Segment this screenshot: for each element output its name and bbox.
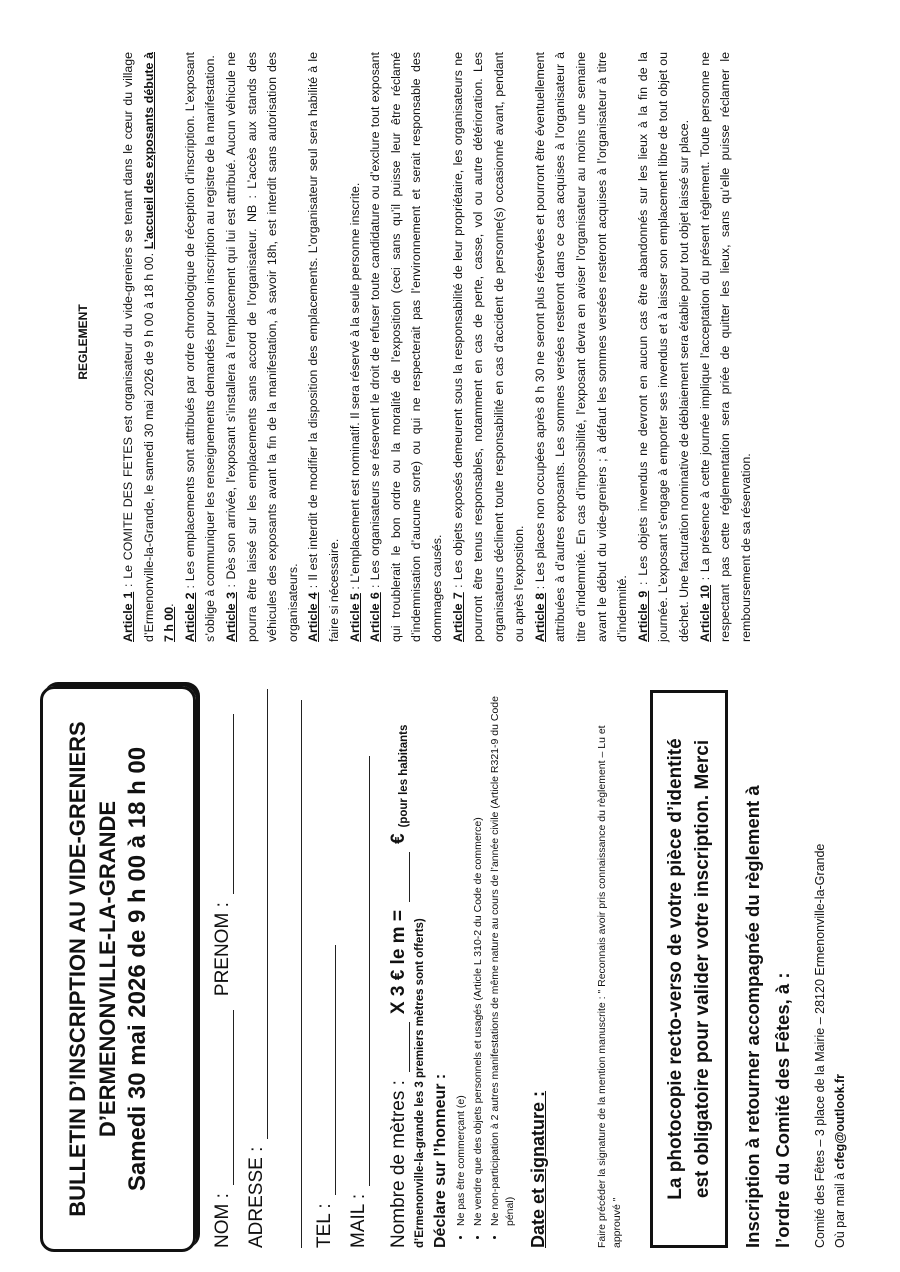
prenom-label: PRENOM : — [212, 902, 233, 997]
declaration-item: • Ne vendre que des objets personnels et usagés (Article L 310-2 du Code de commerce) — [471, 688, 486, 1226]
id-copy-line2: est obligatoire pour valider votre inscription. Merci — [692, 739, 713, 1199]
prenom-field[interactable] — [213, 714, 234, 894]
return-line1: Inscription à retourner accompagnée du règlement à — [742, 785, 763, 1248]
date-signature-label: Date et signature : — [528, 1090, 548, 1248]
article-1: Article 1 : Le COMITE DES FETES est organisateur du vide-greniers se tenant dans le cœur du village d’Ermenonville-la-Grande, le samedi 30 mai 2026 de 9 h 00 à 18 h 00. L’accueil des exposants débute à 7 h 00. — [121, 52, 177, 642]
return-instructions — [738, 692, 798, 1248]
article-label: Article 10 — [697, 584, 712, 642]
article-label: Article 1 — [121, 591, 135, 642]
address-row — [234, 688, 268, 1248]
article-text: : Les emplacements sont attribués par ordre chronologique de réception d’inscription. L’exposant s’oblige à communiquer les renseignements demandés pour son inscription au registre de la manifestation. — [182, 52, 218, 642]
article-label: Article 2 — [182, 592, 197, 642]
article-label: Article 6 — [368, 592, 383, 642]
signature-mention: Faire précéder la signature de la mention manuscrite : " Reconnais avoir pris connaissance du règlement – Lu et approuvé " — [596, 725, 623, 1248]
mail-line — [830, 692, 850, 1248]
article-text: : Le COMITE DES FETES est organisateur du vide-greniers se tenant dans le cœur du village d’Ermenonville-la-Grande, le samedi 30 mai 2026 de 9 h 00 à 18 h 00. — [121, 52, 156, 642]
article-3 — [221, 52, 303, 642]
tel-label: TEL : — [314, 1203, 335, 1248]
metres-field[interactable] — [389, 1022, 410, 1072]
habitants-note: (pour les habitants — [398, 724, 410, 828]
nom-label: NOM : — [212, 1193, 233, 1248]
article-4 — [303, 52, 344, 642]
article-text: : La présence à cette journée implique l’acceptation du présent règlement. Toute personne ne respectant pas cette réglementation sera priée de quitter les lieux, sans qu’elle puisse réclamer le remboursement de sa réservation. — [697, 52, 753, 642]
regulations-title: REGLEMENT — [76, 304, 90, 380]
article-6 — [365, 52, 447, 642]
mail-label: MAIL : — [348, 1193, 369, 1248]
regulations-body — [118, 52, 756, 642]
declaration-item: • Ne non-participation à 2 autres manifestations de même nature au cours de l’année civile (Article R321-9 du Code pénal) — [488, 688, 518, 1226]
metres-row — [370, 688, 410, 1248]
article-5 — [345, 52, 366, 642]
article-2 — [180, 52, 221, 642]
total-field[interactable] — [389, 852, 410, 902]
mail-row — [336, 688, 370, 1248]
mail-field[interactable] — [349, 756, 370, 1186]
regulations — [0, 42, 900, 642]
article-label: Article 8 — [532, 592, 547, 642]
article-text: : Les objets exposés demeurent sous la responsabilité de leur propriétaire, les organisateurs ne pourront être tenus responsables, notamment en cas de perte, casse, vol ou autre détérioration. Les organisateurs déclinent toute responsabilité en cas d’accident de personne(s) occasionné avant, pendant ou après l’exposition. — [450, 52, 527, 642]
article-10 — [695, 52, 757, 642]
declaration-item: • Ne pas être commerçant (e) — [454, 688, 469, 1226]
registration-form — [0, 678, 900, 1258]
article-text: : Les objets invendus ne devront en aucun cas être abandonnés sur les lieux à la fin de la journée. L’exposant s’engage à emporter ses invendus et à laisser son emplacement libre de tout objet ou déchet. Une facturation nominative de déblaiement sera établie pour tout objet laissé sur place. — [635, 52, 692, 642]
form-title-line2: D’ERMENONVILLE-LA-GRANDE — [95, 800, 120, 1138]
id-copy-line1: La photocopie recto-verso de votre pièce d’identité — [665, 738, 686, 1200]
nom-field[interactable] — [213, 1010, 234, 1185]
metres-label: Nombre de mètres : — [388, 1080, 409, 1248]
article-text: : Les places non occupées après 8 h 30 ne seront plus réservées et pourront être éventuellement attribuées à d’autres exposants. Les sommes versées resteront dans ce cas acquises à l’organisateur à titre d’indemnité. En cas d’impossibilité, l’exposant devra en aviser l’organisateur au moins une semaine avant le début du vide-greniers ; à défaut les sommes versées resteront acquises à l’organisateur à titre d’indemnité. — [532, 52, 630, 642]
article-label: Article 4 — [306, 592, 321, 642]
tel-field[interactable] — [315, 945, 336, 1195]
article-8 — [530, 52, 633, 642]
form-fields — [200, 688, 549, 1248]
return-line2: l’ordre du Comité des Fêtes, à : — [772, 972, 793, 1248]
article-9 — [633, 52, 695, 642]
article-7 — [448, 52, 530, 642]
article-text: : L’emplacement est nominatif. Il sera réservé à la seule personne inscrite. — [347, 182, 362, 594]
name-row — [200, 688, 234, 1248]
euro-sign: € — [388, 833, 409, 845]
habitants-note-2: d’Ermenonville-la-grande les 3 premiers mètres sont offerts) — [414, 918, 426, 1248]
adresse-field-2[interactable] — [281, 700, 302, 1248]
adresse-label: ADRESSE : — [246, 1146, 267, 1248]
postal-address-block — [810, 692, 850, 1248]
article-text: : Dès son arrivée, l’exposant s’installera à l’emplacement qui lui est attribué. Aucun véhicule ne pourra être laissé sur les emplacements sans accord de l’organisateur. NB : L’accès aux stands des véhicules des exposants avant la fin de la manifestation, à savoir 18h, est interdit sans autorisation des organisateurs. — [223, 51, 300, 642]
article-label: Article 3 — [223, 591, 238, 642]
price-per-meter: X 3 € le m = — [388, 910, 409, 1015]
form-title-line1: BULLETIN D’INSCRIPTION AU VIDE-GRENIERS — [65, 721, 90, 1217]
honor-title: Déclare sur l’honneur : — [432, 1073, 449, 1248]
article-label: Article 5 — [347, 593, 362, 642]
tel-row — [302, 688, 336, 1248]
form-title-date: Samedi 30 mai 2026 de 9 h 00 à 18 h 00 — [124, 746, 151, 1192]
article-label: Article 9 — [635, 590, 650, 642]
adresse-field[interactable] — [247, 689, 268, 1139]
contact-email[interactable]: cfeg@outlook.fr — [833, 1073, 847, 1170]
address-row-2 — [268, 688, 302, 1248]
article-1-bold: L’accueil des exposants débute à 7 h 00 — [141, 52, 177, 642]
mail-prefix: Où par mail à — [833, 1169, 847, 1248]
article-text: : Les organisateurs se réservent le droit de refuser toute candidature ou d’exclure tout exposant qui troublerait le bon ordre ou la moralité de l’exposition (ceci sans qu’il puisse leur être réclamé d’indemnisation d’aucune sorte) ou qui ne respecterait pas l’environnement et serait responsable des dommages causés. — [368, 52, 444, 642]
declarations-list — [454, 688, 518, 1248]
postal-address: Comité des Fêtes – 3 place de la Mairie – 28120 Ermenonville-la-Grande — [813, 843, 827, 1248]
id-copy-notice — [650, 690, 728, 1248]
article-text: : Il est interdit de modifier la disposition des emplacements. L’organisateur seul sera habilité à le faire si nécessaire. — [306, 51, 341, 642]
form-title-box — [40, 686, 196, 1252]
article-label: Article 7 — [450, 592, 465, 642]
